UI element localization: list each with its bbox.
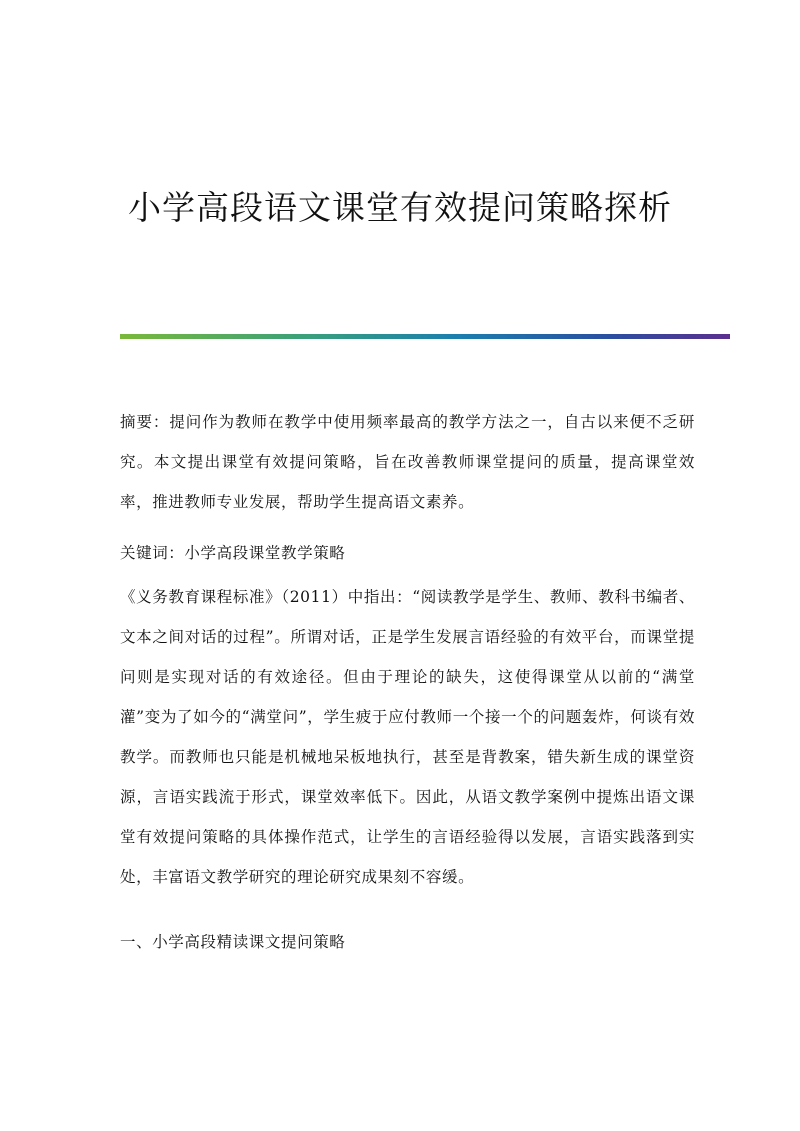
- section-heading: 一、小学高段精读课文提问策略: [120, 933, 346, 951]
- abstract-paragraph: 摘要：提问作为教师在教学中使用频率最高的教学方法之一，自古以来便不乏研究。本文提出课堂有效提问策略，旨在改善教师课堂提问的质量，提高课堂效率，推进教师专业发展，帮助学生提高语文素养。: [120, 413, 695, 511]
- keywords-line: 关键词：小学高段课堂教学策略: [120, 544, 346, 562]
- body-paragraph: 《义务教育课程标准》（2011）中指出：“阅读教学是学生、教师、教科书编者、文本之间对话的过程”。所谓对话，正是学生发展言语经验的有效平台，而课堂提问则是实现对话的有效途径。但由于理论的缺失，这使得课堂从以前的“满堂灌”变为了如今的“满堂问”，学生疲于应付教师一个接一个的问题轰炸，何谈有效教学。而教师也只能是机械地呆板地执行，甚至是背教案，错失新生成的课堂资源，言语实践流于形式，课堂效率低下。因此，从语文教学案例中提炼出语文课堂有效提问策略的具体操作范式，让学生的言语经验得以发展，言语实践落到实处，丰富语文教学研究的理论研究成果刻不容缓。: [120, 588, 695, 886]
- title-divider: [120, 334, 730, 339]
- document-title: 小学高段语文课堂有效提问策略探析: [128, 188, 672, 227]
